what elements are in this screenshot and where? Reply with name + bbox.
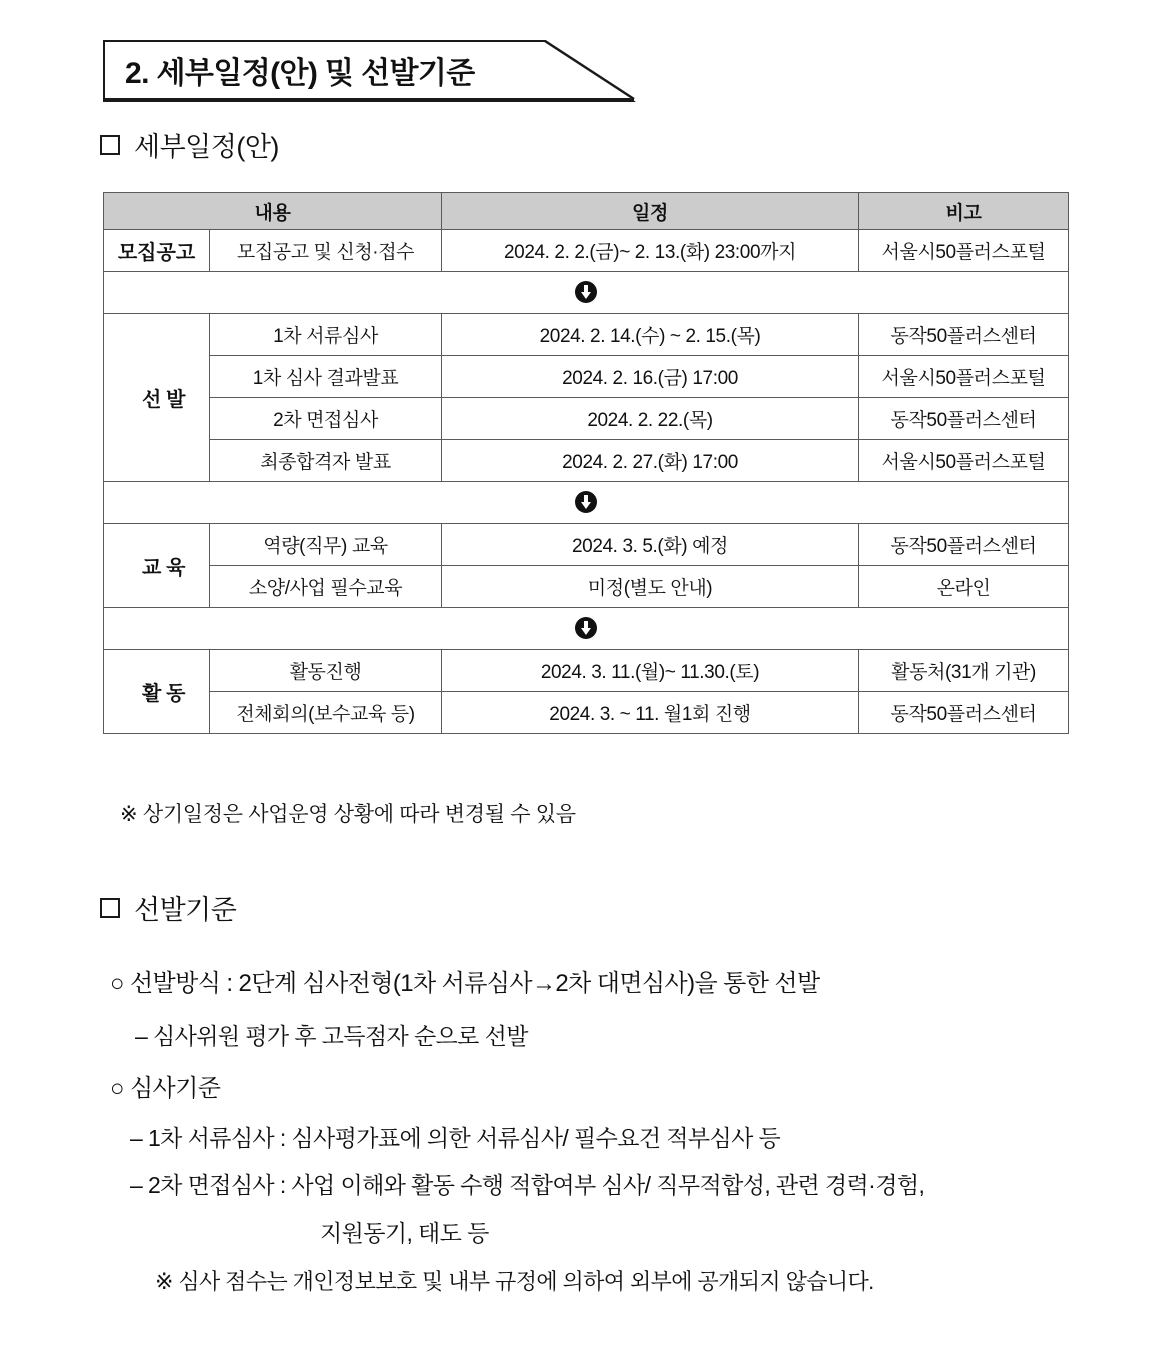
cell-content: 모집공고 및 신청·접수 <box>210 230 442 272</box>
cell-schedule: 2024. 3. 11.(월)~ 11.30.(토) <box>442 650 859 692</box>
cell-content: 1차 심사 결과발표 <box>210 356 442 398</box>
table-row <box>104 692 1069 734</box>
cell-content: 역량(직무) 교육 <box>210 524 442 566</box>
table-row <box>104 398 1069 440</box>
cell-content: 활동진행 <box>210 650 442 692</box>
down-arrow-circle-icon <box>575 617 597 639</box>
cell-remark: 동작50플러스센터 <box>859 398 1069 440</box>
down-arrow-circle-icon <box>575 491 597 513</box>
schedule-table <box>103 192 1069 734</box>
privacy-note: ※ 심사 점수는 개인정보보호 및 내부 규정에 의하여 외부에 공개되지 않습니다. <box>155 1269 874 1294</box>
criteria-method: ○ 선발방식 : 2단계 심사전형(1차 서류심사→2차 대면심사)을 통한 선발 <box>110 970 820 997</box>
table-row <box>104 356 1069 398</box>
cell-schedule: 2024. 2. 22.(목) <box>442 398 859 440</box>
arrow-cell <box>104 482 1069 524</box>
arrow-separator-row <box>104 272 1069 314</box>
group-label-education: 교 육 <box>104 524 210 608</box>
heading-schedule-label: 세부일정(안) <box>134 132 279 162</box>
square-bullet-icon <box>100 135 120 155</box>
arrow-cell <box>104 272 1069 314</box>
table-header-row <box>104 193 1069 230</box>
cell-remark: 동작50플러스센터 <box>859 314 1069 356</box>
criteria-stage1: – 1차 서류심사 : 심사평가표에 의한 서류심사/ 필수요건 적부심사 등 <box>130 1125 781 1151</box>
arrow-separator-row <box>104 608 1069 650</box>
square-bullet-icon <box>100 898 120 918</box>
cell-content: 2차 면접심사 <box>210 398 442 440</box>
cell-remark: 서울시50플러스포털 <box>859 440 1069 482</box>
cell-content: 전체회의(보수교육 등) <box>210 692 442 734</box>
heading-schedule <box>100 125 279 164</box>
group-label-selection: 선 발 <box>104 314 210 482</box>
cell-remark: 온라인 <box>859 566 1069 608</box>
cell-content: 1차 서류심사 <box>210 314 442 356</box>
section-banner <box>103 40 636 102</box>
cell-content: 최종합격자 발표 <box>210 440 442 482</box>
cell-schedule: 미정(별도 안내) <box>442 566 859 608</box>
cell-schedule: 2024. 2. 14.(수) ~ 2. 15.(목) <box>442 314 859 356</box>
column-header-content: 내용 <box>104 193 442 230</box>
arrow-cell <box>104 608 1069 650</box>
table-row <box>104 440 1069 482</box>
group-label-recruit: 모집공고 <box>104 230 210 272</box>
down-arrow-circle-icon <box>575 281 597 303</box>
cell-remark: 동작50플러스센터 <box>859 524 1069 566</box>
cell-remark: 서울시50플러스포털 <box>859 356 1069 398</box>
column-header-remark: 비고 <box>859 193 1069 230</box>
cell-schedule: 2024. 2. 2.(금)~ 2. 13.(화) 23:00까지 <box>442 230 859 272</box>
table-row <box>104 524 1069 566</box>
criteria-stage2: – 2차 면접심사 : 사업 이해와 활동 수행 적합여부 심사/ 직무적합성, 관련 경력·경험, <box>130 1172 925 1198</box>
cell-schedule: 2024. 3. 5.(화) 예정 <box>442 524 859 566</box>
heading-criteria-label: 선발기준 <box>134 895 237 925</box>
criteria-method-sub: – 심사위원 평가 후 고득점자 순으로 선발 <box>135 1023 528 1049</box>
cell-content: 소양/사업 필수교육 <box>210 566 442 608</box>
cell-remark: 서울시50플러스포털 <box>859 230 1069 272</box>
cell-schedule: 2024. 3. ~ 11. 월1회 진행 <box>442 692 859 734</box>
table-row <box>104 566 1069 608</box>
criteria-title: ○ 심사기준 <box>110 1075 221 1102</box>
group-label-activity: 활 동 <box>104 650 210 734</box>
criteria-stage2-continued: 지원동기, 태도 등 <box>320 1220 489 1246</box>
arrow-separator-row <box>104 482 1069 524</box>
table-row <box>104 230 1069 272</box>
column-header-schedule: 일정 <box>442 193 859 230</box>
heading-criteria <box>100 888 236 927</box>
table-row <box>104 650 1069 692</box>
cell-schedule: 2024. 2. 27.(화) 17:00 <box>442 440 859 482</box>
page-title: 2. 세부일정(안) 및 선발기준 <box>125 57 475 91</box>
cell-remark: 동작50플러스센터 <box>859 692 1069 734</box>
cell-schedule: 2024. 2. 16.(금) 17:00 <box>442 356 859 398</box>
cell-remark: 활동처(31개 기관) <box>859 650 1069 692</box>
table-row <box>104 314 1069 356</box>
schedule-note: ※ 상기일정은 사업운영 상황에 따라 변경될 수 있음 <box>120 803 576 826</box>
